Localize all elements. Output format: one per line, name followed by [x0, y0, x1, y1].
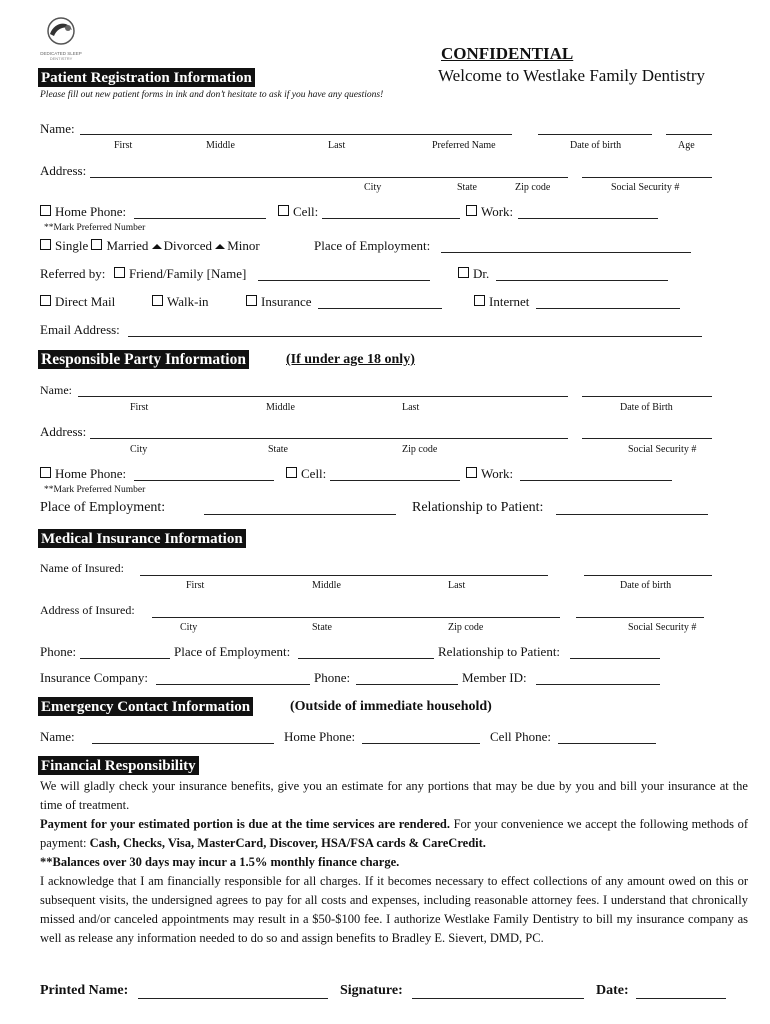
sub-city: City	[364, 182, 382, 193]
rp-cell-option[interactable]: Cell:	[286, 466, 326, 482]
checkbox-icon[interactable]	[40, 295, 51, 306]
member-id-label: Member ID:	[462, 670, 527, 685]
responsible-party-title: Responsible Party Information	[38, 350, 249, 369]
direct-mail-option[interactable]: Direct Mail	[40, 294, 115, 310]
mi-phone2-input[interactable]	[356, 684, 458, 685]
checkbox-icon[interactable]	[474, 295, 485, 306]
mi-sub-dob: Date of birth	[620, 580, 672, 591]
logo-subtext: DENTISTRY	[49, 56, 73, 61]
work-option[interactable]: Work:	[466, 204, 513, 220]
checkbox-icon[interactable]	[114, 267, 125, 278]
mi-phone-label: Phone:	[40, 644, 77, 659]
rp-name-input[interactable]	[78, 396, 568, 397]
internet-input[interactable]	[536, 308, 680, 309]
signature-input[interactable]	[412, 998, 584, 999]
rp-address-label: Address:	[40, 424, 87, 439]
welcome-text: Welcome to Westlake Family Dentistry	[438, 66, 706, 85]
mi-phone2-label: Phone:	[314, 670, 351, 685]
mi-sub-middle: Middle	[312, 580, 341, 591]
sub-ssn: Social Security #	[611, 182, 680, 193]
mi-sub-last: Last	[448, 580, 466, 591]
logo	[38, 16, 84, 61]
mi-sub-first: First	[186, 580, 205, 591]
rp-sub-state: State	[268, 444, 288, 455]
dr-input[interactable]	[496, 280, 668, 281]
mi-name-label: Name of Insured:	[40, 561, 124, 575]
sub-middle: Middle	[206, 140, 235, 151]
checkbox-icon[interactable]	[40, 205, 51, 216]
date-of-birth-input[interactable]	[538, 134, 652, 135]
medical-insurance-title: Medical Insurance Information	[38, 529, 246, 548]
home-phone-input[interactable]	[134, 218, 266, 219]
name-label: Name:	[40, 121, 75, 136]
sub-preferred-name: Preferred Name	[432, 140, 496, 151]
ec-cell-phone-input[interactable]	[558, 743, 656, 744]
rp-sub-middle: Middle	[266, 402, 295, 413]
mi-phone-input[interactable]	[80, 658, 170, 659]
rp-address-input[interactable]	[90, 438, 568, 439]
insurance-company-label: Insurance Company:	[40, 670, 148, 685]
cell-input[interactable]	[322, 218, 460, 219]
mi-sub-zip: Zip code	[448, 622, 484, 633]
name-input[interactable]	[80, 134, 512, 135]
rp-work-input[interactable]	[520, 480, 672, 481]
logo-swirl-icon	[38, 16, 84, 46]
mi-ssn-input[interactable]	[576, 617, 704, 618]
cell-option[interactable]: Cell:	[278, 204, 318, 220]
checkbox-icon[interactable]	[466, 467, 477, 478]
mi-relationship-label: Relationship to Patient:	[438, 644, 561, 659]
email-input[interactable]	[128, 336, 702, 337]
triangle-icon[interactable]	[215, 244, 225, 249]
mi-sub-city: City	[180, 622, 198, 633]
confidential-label: CONFIDENTIAL	[441, 44, 574, 63]
rp-sub-last: Last	[402, 402, 420, 413]
sub-state: State	[457, 182, 477, 193]
financial-p3: **Balances over 30 days may incur a 1.5% monthly finance charge.	[40, 855, 400, 869]
rp-home-phone-input[interactable]	[134, 480, 274, 481]
financial-p2: Payment for your estimated portion is due at the time services are rendered. For your convenience we accept the following methods of payment: Cash, Checks, Visa, MasterCard, Discover, HSA/FSA cards & CareCredit.	[40, 817, 748, 850]
responsible-party-note: (If under age 18 only)	[286, 352, 415, 367]
rp-relationship-label: Relationship to Patient:	[412, 500, 544, 515]
mi-relationship-input[interactable]	[570, 658, 660, 659]
place-of-employment-input[interactable]	[441, 252, 691, 253]
rp-ssn-input[interactable]	[582, 438, 712, 439]
ec-cell-phone-label: Cell Phone:	[490, 729, 552, 744]
marital-status-row	[40, 238, 260, 254]
rp-relationship-input[interactable]	[556, 514, 708, 515]
rp-sub-city: City	[130, 444, 148, 455]
checkbox-icon[interactable]	[152, 295, 163, 306]
married-option[interactable]: Married	[91, 238, 148, 253]
rp-cell-input[interactable]	[330, 480, 460, 481]
checkbox-icon[interactable]	[246, 295, 257, 306]
triangle-icon[interactable]	[152, 244, 162, 249]
checkbox-icon[interactable]	[91, 239, 102, 250]
checkbox-icon[interactable]	[458, 267, 469, 278]
dr-option[interactable]: Dr.	[458, 266, 489, 282]
ec-name-label: Name:	[40, 729, 75, 744]
minor-option[interactable]: Minor	[215, 238, 260, 253]
checkbox-icon[interactable]	[278, 205, 289, 216]
mi-place-of-employment-input[interactable]	[298, 658, 434, 659]
age-input[interactable]	[666, 134, 712, 135]
mi-sub-ssn: Social Security #	[628, 622, 697, 633]
rp-sub-first: First	[130, 402, 149, 413]
insurance-option[interactable]: Insurance	[246, 294, 312, 310]
financial-p4: I acknowledge that I am financially responsible for all charges. If it becomes necessary to effect collections of any amount owed on this or subsequent visits, the undersigned agrees to pay for all costs and expenses, including reasonable attorney fees. I understand that chronically missed and/or canceled appointments may result in a $50-$100 fee. I authorize Westlake Family Dentistry to bill my insurance company as well as release any information needed to do so and assign benefits to Bradley E. Sievert, DMD, PC.	[40, 874, 748, 945]
mi-place-of-employment-label: Place of Employment:	[174, 644, 291, 659]
patient-registration-title: Patient Registration Information	[38, 68, 255, 87]
sub-date-of-birth: Date of birth	[570, 140, 622, 151]
sub-age: Age	[678, 140, 695, 151]
mi-dob-input[interactable]	[584, 575, 712, 576]
rp-sub-dob: Date of Birth	[620, 402, 673, 413]
date-label: Date:	[596, 983, 629, 998]
printed-name-input[interactable]	[138, 998, 328, 999]
mark-preferred-note: **Mark Preferred Number	[44, 223, 146, 233]
divorced-option[interactable]: Divorced	[152, 238, 212, 253]
rp-sub-ssn: Social Security #	[628, 444, 697, 455]
mi-sub-state: State	[312, 622, 332, 633]
signature-label: Signature:	[340, 983, 403, 998]
rp-work-option[interactable]: Work:	[466, 466, 513, 482]
friend-family-input[interactable]	[258, 280, 430, 281]
mi-name-input[interactable]	[140, 575, 548, 576]
rp-home-phone-option[interactable]: Home Phone:	[40, 466, 126, 482]
ec-home-phone-input[interactable]	[362, 743, 480, 744]
friend-family-option[interactable]: Friend/Family [Name]	[114, 266, 246, 282]
ssn-input[interactable]	[582, 177, 712, 178]
insurance-referral-input[interactable]	[318, 308, 442, 309]
rp-dob-input[interactable]	[582, 396, 712, 397]
insurance-company-input[interactable]	[156, 684, 310, 685]
sub-first: First	[114, 140, 133, 151]
instructions-text: Please fill out new patient forms in ink and don’t hesitate to ask if you have any questions!	[40, 90, 384, 100]
walk-in-option[interactable]: Walk-in	[152, 294, 209, 310]
emergency-contact-note: (Outside of immediate household)	[290, 699, 492, 714]
checkbox-icon[interactable]	[40, 239, 51, 250]
rp-name-label: Name:	[40, 383, 72, 397]
referred-by-label: Referred by:	[40, 266, 106, 281]
member-id-input[interactable]	[536, 684, 660, 685]
emergency-contact-title: Emergency Contact Information	[38, 697, 253, 716]
ec-home-phone-label: Home Phone:	[284, 729, 356, 744]
email-label: Email Address:	[40, 322, 120, 337]
financial-p1: We will gladly check your insurance benefits, give you an estimate for any portions that may be due by you and bill your insurance at the time of treatment.	[40, 779, 748, 812]
checkbox-icon[interactable]	[466, 205, 477, 216]
sub-last: Last	[328, 140, 346, 151]
single-option[interactable]: Single	[40, 238, 88, 253]
internet-option[interactable]: Internet	[474, 294, 529, 310]
rp-mark-preferred-note: **Mark Preferred Number	[44, 485, 146, 495]
financial-text	[40, 777, 748, 948]
date-input[interactable]	[636, 998, 726, 999]
address-label: Address:	[40, 163, 87, 178]
home-phone-option[interactable]: Home Phone:	[40, 204, 126, 220]
sub-zip: Zip code	[515, 182, 551, 193]
financial-responsibility-title: Financial Responsibility	[38, 756, 199, 775]
logo-text: DEDICATED SLEEP	[40, 51, 82, 56]
ec-name-input[interactable]	[92, 743, 274, 744]
printed-name-label: Printed Name:	[40, 983, 129, 998]
work-input[interactable]	[518, 218, 658, 219]
checkbox-icon[interactable]	[40, 467, 51, 478]
rp-place-of-employment-input[interactable]	[204, 514, 396, 515]
checkbox-icon[interactable]	[286, 467, 297, 478]
address-input[interactable]	[90, 177, 568, 178]
mi-address-input[interactable]	[152, 617, 560, 618]
place-of-employment-label: Place of Employment:	[314, 238, 431, 253]
mi-address-label: Address of Insured:	[40, 603, 135, 617]
rp-sub-zip: Zip code	[402, 444, 438, 455]
rp-place-of-employment-label: Place of Employment:	[40, 500, 166, 515]
